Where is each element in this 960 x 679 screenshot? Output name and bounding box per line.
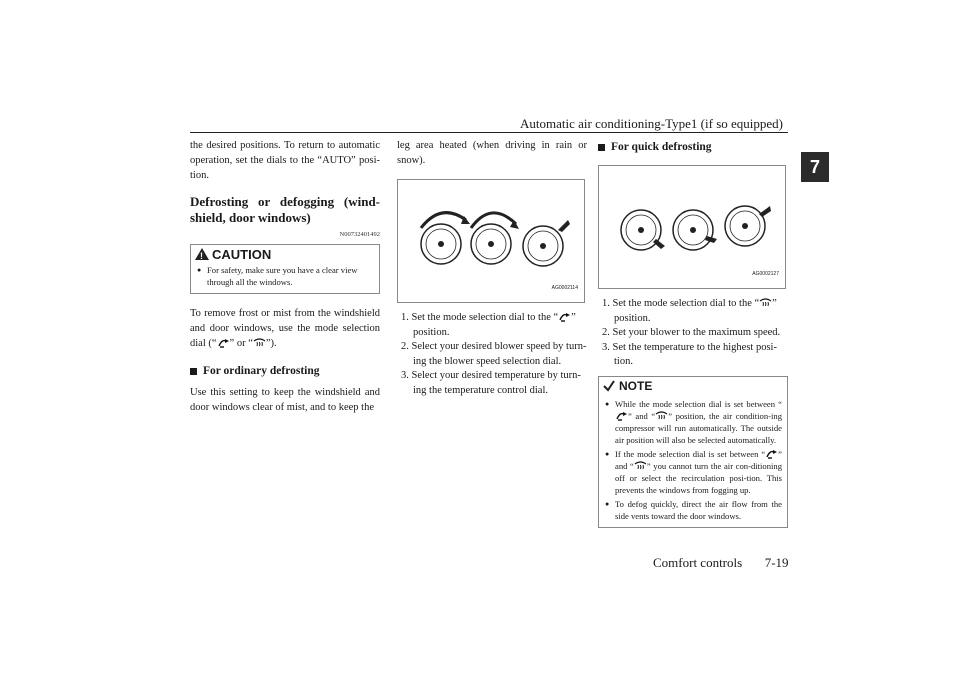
subhead-ordinary-label: For ordinary defrosting [203, 364, 320, 377]
note-label: NOTE [619, 378, 653, 393]
header-title: Automatic air conditioning-Type1 (if so equipped) [520, 116, 783, 131]
subhead-quick-label: For quick defrosting [611, 141, 712, 153]
col2-intro: leg area heated (when driving in rain or snow). [397, 140, 587, 167]
quick-step-1-b: ” position. [614, 298, 777, 324]
note-title [599, 377, 787, 396]
steps-quick [598, 297, 788, 370]
note-item-3: ● To defog quickly, direct the air flow from the side vents toward the door windows. [599, 498, 787, 522]
figure-quick-defrost [598, 165, 786, 289]
defrost-icon [655, 410, 668, 421]
note1-and: ” and “ [628, 410, 656, 421]
caution-item: ● For safety, make sure you have a clear view through all the windows. [191, 264, 379, 288]
note1-a: While the mode selection dial is set between “ [615, 398, 782, 409]
doc-number: N00732401492 [339, 230, 380, 238]
defrost-feet-icon [615, 410, 628, 421]
defrost-feet-icon [558, 311, 571, 322]
step-3: 3. Select your desired temperature by turn-ing the temperature control dial. [401, 370, 581, 396]
col1-body-or: ” or “ [229, 338, 253, 350]
subhead-quick [598, 140, 788, 155]
col1-body2: Use this setting to keep the windshield and door windows clear of mist, and to keep the [190, 386, 380, 414]
square-bullet-icon [598, 144, 605, 151]
note2-b: ” you cannot turn the air con-ditioning off or select the recirculation posi-tion. This prevents the windows from fogging up. [615, 460, 782, 495]
col1-body-b: ”). [265, 338, 277, 350]
square-bullet-icon [190, 368, 197, 375]
col1-body [190, 306, 380, 352]
figure-ordinary-defrost [397, 179, 585, 303]
defrost-icon [759, 297, 772, 308]
note-item-1 [599, 398, 787, 446]
steps-ordinary [397, 311, 587, 398]
section-heading: Defrosting or defogging (wind-shield, door windows) [190, 193, 380, 225]
page-number: 7-19 [764, 555, 789, 570]
note1-b: ” position, the air condition-ing compressor will run automatically. The outside air position will also be selected automatically. [615, 410, 782, 445]
step-2: 2. Select your desired blower speed by turn-ing the blower speed selection dial. [401, 341, 587, 367]
column-1 [190, 138, 380, 415]
footer-section: Comfort controls [653, 555, 743, 570]
defrost-feet-icon [765, 448, 778, 459]
col1-intro: the desired positions. To return to automatic operation, set the dials to the “AUTO” posi-tion. [190, 140, 380, 182]
column-3 [598, 138, 788, 528]
caution-title [191, 245, 379, 264]
caution-label: CAUTION [212, 246, 272, 262]
note-item-2 [599, 448, 787, 496]
warning-icon [195, 248, 209, 260]
figure-id-1: AG0002114 [551, 285, 578, 292]
column-2 [397, 138, 587, 398]
note-check-icon [603, 380, 615, 392]
figure-id-2: AG0002127 [752, 271, 779, 277]
quick-step-2: 2. Set your blower to the maximum speed. [602, 327, 781, 339]
defrost-icon [253, 337, 266, 348]
caution-box [190, 244, 380, 294]
chapter-tab: 7 [801, 152, 829, 182]
subhead-ordinary [190, 364, 380, 379]
note2-and: ” and “ [615, 448, 782, 471]
note-box [598, 376, 788, 528]
quick-step-1-a: 1. Set the mode selection dial to the “ [602, 298, 760, 310]
step-1 [397, 311, 587, 340]
step-1-a: 1. Set the mode selection dial to the “ [401, 312, 559, 324]
quick-step-3: 3. Set the temperature to the highest posi-tion. [602, 341, 777, 368]
quick-step-1 [598, 297, 788, 326]
header-rule [190, 132, 788, 133]
defrost-feet-icon [217, 337, 230, 348]
note2-a: If the mode selection dial is set between “ [615, 448, 766, 459]
footer [653, 555, 789, 571]
col1-body-a: To remove frost or mist from the windshield and door windows, use the mode selection dial (“ [190, 308, 380, 350]
step-1-b: ” position. [413, 312, 576, 338]
defrost-icon [634, 460, 647, 471]
